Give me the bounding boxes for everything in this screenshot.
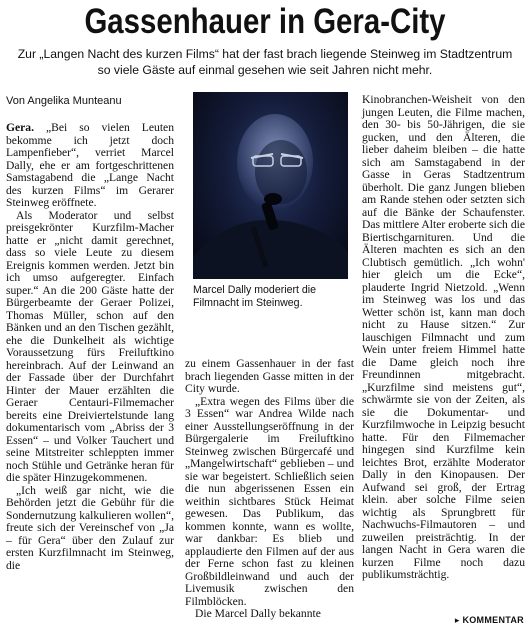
paragraph: Die Marcel Dally bekannte <box>195 607 321 620</box>
subhead-line-1: Zur „Langen Nacht des kurzen Films“ hat der fast brach liegende Steinweg im Stadtzentrum <box>17 47 513 61</box>
headline: Gassenhauer in Gera-City <box>84 2 446 41</box>
article-column-2 <box>185 358 354 621</box>
paragraph: Kinobranchen-Weisheit von den jungen Leuten, die Filme machen, den 30- bis 50-Jährigen, die sie gucken, und den Älteren, die lieber daheim bleiben – die hatte sich am Samstagabend in der Gasse in Geras Stadtzentrum überholt. Die ganz Jungen blieben am Rande stehen oder setzten sich auf die Bänke der Schaufenster. Das mittlere Alter eroberte sich die Biertischgarnituren. Und die Älteren machten es sich an den Clubtisch gemütlich. „Ich wohn' hier gleich um die Ecke“, plauderte Ingrid Nietzold. „Wenn im Steinweg was los und das Wetter schön ist, kann man doch nicht zu Hause sitzen.“ Zur lauschigen Filmnacht und zum Wein unter freiem Himmel hatte die Dame gleich noch ihre Freundinnen mitgebracht. „Kurzfilme sind meistens gut“, schwärmte sie von der Zeiten, als sie die Dokumentar- und Kurzfilmwoche in Leipzig besucht hatte. Für den Filmemacher hingegen sind Kurzfilme kein leichtes Brot, erzählte Moderator Dally in den Kinopausen. Der Aufwand sei groß, der Ertrag klein. aber solche Filme seien wichtig als Sprungbrett für Nachwuchs-Filmautoren – und zuweilen preisträchtig. In der langen Nacht in Gera waren die kurzen Filme noch dazu publikumsträchtig. <box>362 93 525 581</box>
article-column-3 <box>362 94 525 582</box>
paragraph: „Ich weiß gar nicht, wie die Behörden jetzt die Gebühr für die Sondernutzung kalkulieren wollen“, freute sich der Vereinschef von „Ja – für Gera“ über den Zulauf zur ersten Kurzfilmnacht im Steinweg, die <box>6 483 174 572</box>
paragraph-text: „Bei so vielen Leuten bekomme ich jetzt doch Lampenfieber“, verriet Marcel Dally, ehe er am fortgeschrittenen Samstagabend die „Lange Nacht des kurzen Films“ im Gerarer Steinweg eröffnete. <box>6 121 174 209</box>
subheadline <box>0 46 530 78</box>
dateline: Gera. <box>6 121 35 134</box>
kommentar-link[interactable]: ▸ KOMMENTAR <box>454 615 524 625</box>
paragraph: zu einem Gassenhauer in der fast brach liegenden Gasse mitten in der City wurde. <box>185 357 354 395</box>
paragraph: „Extra wegen des Films über die 3 Essen“ war Andrea Wilde nach einer Ausstellungseröffnung in der Bürgergalerie im Freiluftkino Steinweg zwischen Bürgercafé und „Mangelwirtschaft“ geblieben – und sie war begeistert. Schließlich seien die nun abgerissenen Essen ein weithin sichtbares Stück Heimat gewesen. Das Publikum, das kommen konnte, wann es wollte, war dankbar: Es blieb und applaudierte den Filmen auf der aus der Ferne schon fast zu kleinen Großbildleinwand und auch der Livemusik zwischen den Filmblöcken. <box>185 394 355 608</box>
photo-caption: Marcel Dally moderiert die Filmnacht im Steinweg. <box>193 284 317 309</box>
subhead-line-2: so viele Gäste auf einmal gesehen wie seit Jahren nicht mehr. <box>97 63 433 77</box>
photo-marcel-dally <box>193 92 348 279</box>
paragraph: Als Moderator und selbst preisgekrönter Kurzfilm-Macher hatte er „nicht damit gerechnet, dass so viele Leute zu diesem Ereignis kommen werden. Jetzt bin ich umso aufgeregter. Einfach super.“ An die 200 Gäste hatte der Bürgerbeamte der Geraer Polizei, Thomas Müller, schon auf den Bänken und an den Tischen gezählt, ehe die Dunkelheit als wichtige Voraussetzung fürs Freiluftkino hereinbrach. Auf der Leinwand an der Fassade über der Durchfahrt Hinter der Mauer erzählten die Geraer Centauri-Filmemacher bereits eine Dreiviertelstunde lang dokumentarisch vom „Abriss der 3 Essen“ – und Volker Tauchert und seine Mitstreiter schleppten immer noch Stühle und Getränke heran für die später Hinzugekommenen. <box>6 208 174 484</box>
byline: Von Angelika Munteanu <box>6 95 122 107</box>
article-column-1 <box>6 122 174 572</box>
paragraph <box>6 122 174 210</box>
photo-illustration <box>193 92 348 279</box>
